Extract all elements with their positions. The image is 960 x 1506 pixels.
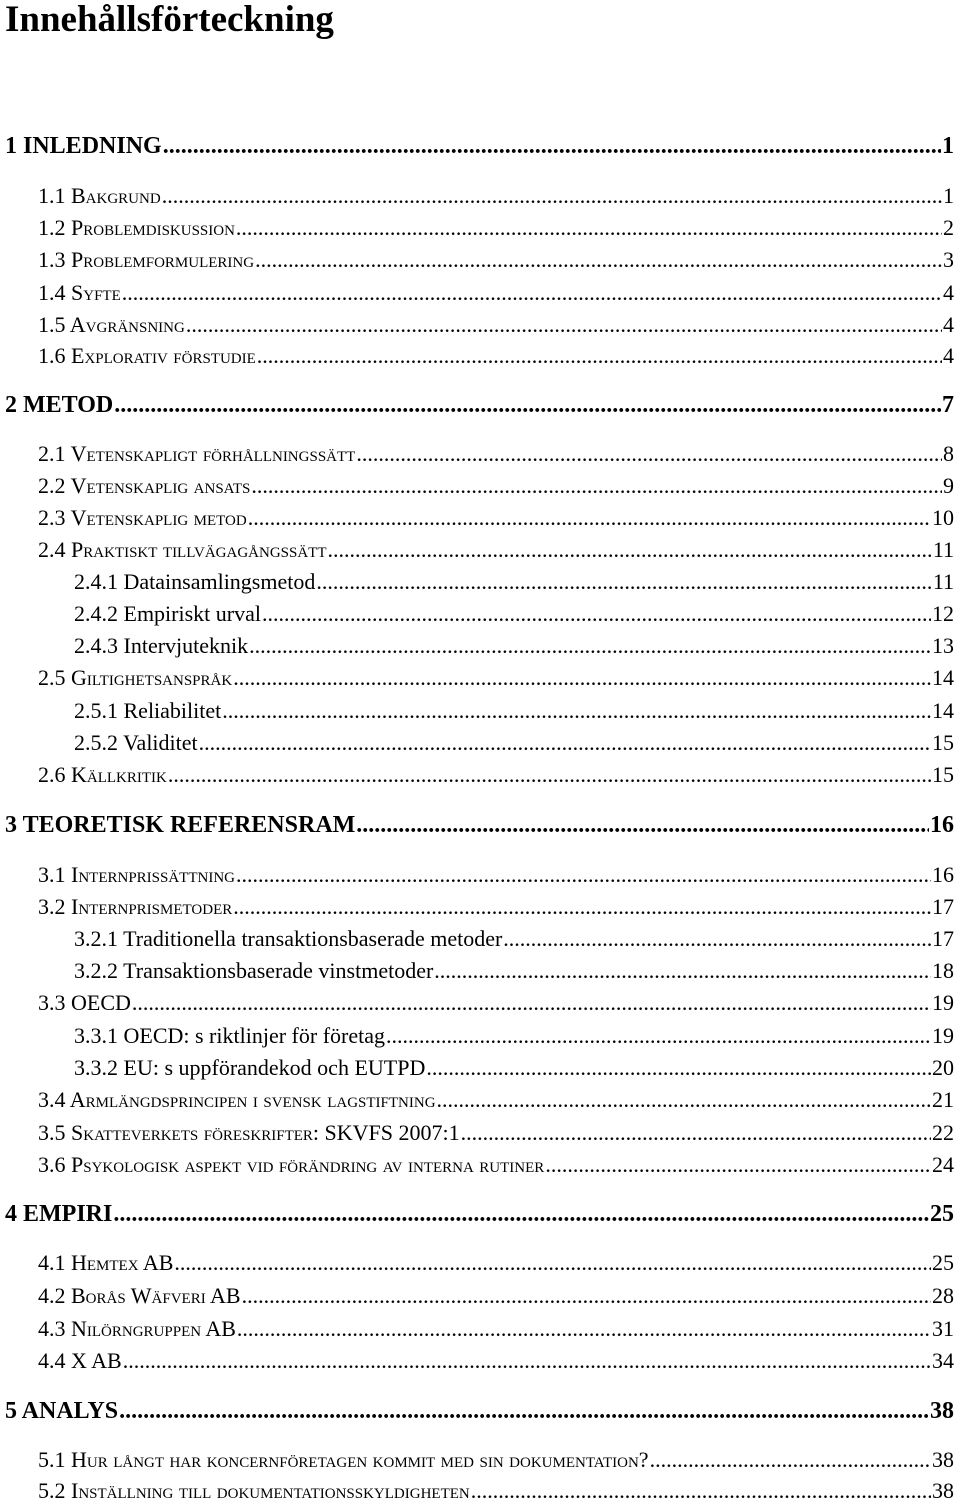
toc-entry-label: 4.4 X AB bbox=[38, 1348, 122, 1373]
toc-entry-1-3[interactable] bbox=[38, 245, 954, 275]
toc-entry-3-1[interactable] bbox=[38, 860, 954, 890]
toc-entry-3-2-1[interactable] bbox=[74, 924, 954, 954]
dot-leader bbox=[236, 213, 942, 243]
dot-leader bbox=[174, 1248, 931, 1278]
dot-leader bbox=[163, 131, 941, 161]
dot-leader bbox=[316, 567, 931, 597]
toc-entry-label: 3 TEORETISK REFERENSRAM bbox=[5, 812, 356, 838]
page-title: Innehållsförteckning bbox=[5, 0, 334, 40]
toc-entry-label: 3.3.2 EU: s uppförandekod och EUTPD bbox=[74, 1055, 426, 1080]
toc-entry-page: 9 bbox=[943, 473, 954, 498]
toc-entry-1-4[interactable] bbox=[38, 278, 954, 308]
toc-entry-label: 2.1 Vetenskapligt förhållningssätt bbox=[38, 441, 356, 466]
toc-entry-label: 1.5 Avgränsning bbox=[38, 312, 185, 337]
dot-leader bbox=[262, 599, 931, 629]
dot-leader bbox=[503, 924, 931, 954]
dot-leader bbox=[162, 181, 942, 211]
toc-entry-label: 2.5.1 Reliabilitet bbox=[74, 698, 222, 723]
toc-entry-label: 3.2.1 Traditionella transaktionsbaserade metoder bbox=[74, 926, 503, 951]
toc-entry-page: 14 bbox=[932, 665, 954, 690]
toc-entry-2-4-3[interactable] bbox=[74, 631, 954, 661]
dot-leader bbox=[328, 535, 932, 565]
toc-entry-page: 19 bbox=[932, 1023, 954, 1048]
toc-entry-page: 19 bbox=[932, 990, 954, 1015]
toc-entry-label: 4.2 Borås Wäfveri AB bbox=[38, 1283, 241, 1308]
toc-entry-label: 2.5 Giltighetsanspråk bbox=[38, 665, 233, 690]
dot-leader bbox=[461, 1118, 931, 1148]
toc-entry-page: 16 bbox=[930, 812, 954, 838]
dot-leader bbox=[356, 810, 929, 840]
dot-leader bbox=[113, 1199, 929, 1229]
toc-entry-label: 3.6 Psykologisk aspekt vid förändring av interna rutiner bbox=[38, 1152, 545, 1177]
toc-entry-2-4-1[interactable] bbox=[74, 567, 954, 597]
toc-entry-5[interactable] bbox=[5, 1396, 954, 1426]
toc-entry-label: 1.6 Explorativ förstudie bbox=[38, 343, 256, 368]
toc-entry-4-4[interactable] bbox=[38, 1346, 954, 1376]
toc-entry-3-3[interactable] bbox=[38, 988, 954, 1018]
toc-entry-label: 2.6 Källkritik bbox=[38, 762, 167, 787]
toc-entry-2-4[interactable] bbox=[38, 535, 954, 565]
toc-entry-3-5[interactable] bbox=[38, 1118, 954, 1148]
toc-entry-label: 1.4 Syfte bbox=[38, 280, 121, 305]
toc-entry-3-4[interactable] bbox=[38, 1085, 954, 1115]
toc-entry-label: 4 EMPIRI bbox=[5, 1201, 113, 1227]
toc-entry-page: 15 bbox=[932, 730, 954, 755]
toc-entry-4-2[interactable] bbox=[38, 1281, 954, 1311]
dot-leader bbox=[434, 956, 931, 986]
toc-entry-label: 4.1 Hemtex AB bbox=[38, 1250, 174, 1275]
toc-entry-3-3-1[interactable] bbox=[74, 1021, 954, 1051]
toc-entry-page: 38 bbox=[932, 1478, 954, 1503]
toc-entry-1-5[interactable] bbox=[38, 310, 954, 340]
dot-leader bbox=[222, 696, 931, 726]
toc-entry-1-6[interactable] bbox=[38, 341, 954, 371]
toc-entry-page: 24 bbox=[932, 1152, 954, 1177]
toc-entry-page: 38 bbox=[932, 1447, 954, 1472]
dot-leader bbox=[356, 439, 942, 469]
dot-leader bbox=[236, 860, 931, 890]
toc-entry-label: 5.1 Hur långt har koncernföretagen kommit med sin dokumentation? bbox=[38, 1447, 649, 1472]
toc-entry-page: 34 bbox=[932, 1348, 954, 1373]
dot-leader bbox=[242, 1281, 931, 1311]
toc-entry-2[interactable] bbox=[5, 390, 954, 420]
toc-entry-label: 3.3.1 OECD: s riktlinjer för företag bbox=[74, 1023, 385, 1048]
toc-entry-label: 1 INLEDNING bbox=[5, 133, 162, 159]
dot-leader bbox=[123, 1346, 931, 1376]
toc-entry-page: 4 bbox=[943, 343, 954, 368]
toc-entry-1[interactable] bbox=[5, 131, 954, 161]
dot-leader bbox=[186, 310, 942, 340]
toc-entry-page: 8 bbox=[943, 441, 954, 466]
toc-entry-label: 2.5.2 Validitet bbox=[74, 730, 198, 755]
dot-leader bbox=[426, 1053, 931, 1083]
toc-entry-2-2[interactable] bbox=[38, 471, 954, 501]
toc-entry-page: 7 bbox=[942, 392, 954, 418]
toc-entry-3[interactable] bbox=[5, 810, 954, 840]
toc-entry-label: 5.2 Inställning till dokumentationsskyldigheten bbox=[38, 1478, 470, 1503]
toc-entry-label: 1.1 Bakgrund bbox=[38, 183, 161, 208]
toc-entry-page: 21 bbox=[932, 1087, 954, 1112]
toc-entry-label: 3.2.2 Transaktionsbaserade vinstmetoder bbox=[74, 958, 434, 983]
toc-entry-3-3-2[interactable] bbox=[74, 1053, 954, 1083]
toc-entry-page: 3 bbox=[943, 247, 954, 272]
dot-leader bbox=[257, 341, 942, 371]
toc-entry-2-4-2[interactable] bbox=[74, 599, 954, 629]
toc-entry-label: 3.5 Skatteverkets föreskrifter: SKVFS 2007:1 bbox=[38, 1120, 460, 1145]
toc-entry-page: 2 bbox=[943, 215, 954, 240]
toc-entry-label: 3.2 Internprismetoder bbox=[38, 894, 233, 919]
dot-leader bbox=[122, 278, 942, 308]
toc-entry-label: 1.2 Problemdiskussion bbox=[38, 215, 235, 240]
toc-entry-page: 14 bbox=[932, 698, 954, 723]
dot-leader bbox=[251, 471, 942, 501]
toc-entry-4-3[interactable] bbox=[38, 1314, 954, 1344]
toc-entry-label: 2.4.3 Intervjuteknik bbox=[74, 633, 249, 658]
dot-leader bbox=[233, 892, 931, 922]
toc-entry-page: 38 bbox=[930, 1398, 954, 1424]
toc-entry-label: 2.4 Praktiskt tillvägagångssätt bbox=[38, 537, 327, 562]
toc-entry-4-1[interactable] bbox=[38, 1248, 954, 1278]
toc-entry-page: 20 bbox=[932, 1055, 954, 1080]
dot-leader bbox=[233, 663, 931, 693]
toc-entry-page: 22 bbox=[932, 1120, 954, 1145]
toc-entry-page: 13 bbox=[932, 633, 954, 658]
toc-entry-page: 1 bbox=[942, 133, 954, 159]
toc-entry-page: 25 bbox=[930, 1201, 954, 1227]
toc-entry-2-5-1[interactable] bbox=[74, 696, 954, 726]
toc-entry-5-2[interactable] bbox=[38, 1476, 954, 1506]
toc-entry-page: 15 bbox=[932, 762, 954, 787]
toc-entry-label: 2.3 Vetenskaplig metod bbox=[38, 505, 247, 530]
toc-entry-2-3[interactable] bbox=[38, 503, 954, 533]
toc-entry-2-1[interactable] bbox=[38, 439, 954, 469]
toc-entry-label: 4.3 Nilörngruppen AB bbox=[38, 1316, 236, 1341]
toc-entry-label: 2.2 Vetenskaplig ansats bbox=[38, 473, 251, 498]
toc-entry-page: 17 bbox=[932, 894, 954, 919]
dot-leader bbox=[199, 728, 931, 758]
toc-entry-page: 4 bbox=[943, 312, 954, 337]
toc-entry-label: 3.3 OECD bbox=[38, 990, 131, 1015]
toc-entry-label: 5 ANALYS bbox=[5, 1398, 119, 1424]
toc-entry-5-1[interactable] bbox=[38, 1445, 954, 1475]
toc-entry-page: 31 bbox=[932, 1316, 954, 1341]
toc-entry-2-5[interactable] bbox=[38, 663, 954, 693]
toc-entry-label: 3.1 Internprissättning bbox=[38, 862, 235, 887]
dot-leader bbox=[471, 1476, 931, 1506]
toc-entry-3-2-2[interactable] bbox=[74, 956, 954, 986]
toc-entry-page: 25 bbox=[932, 1250, 954, 1275]
toc-entry-1-1[interactable] bbox=[38, 181, 954, 211]
dot-leader bbox=[249, 631, 931, 661]
dot-leader bbox=[237, 1314, 931, 1344]
toc-entry-1-2[interactable] bbox=[38, 213, 954, 243]
toc-entry-2-5-2[interactable] bbox=[74, 728, 954, 758]
dot-leader bbox=[386, 1021, 931, 1051]
toc-entry-page: 11 bbox=[932, 537, 954, 562]
dot-leader bbox=[168, 760, 931, 790]
toc-entry-page: 18 bbox=[932, 958, 954, 983]
dot-leader bbox=[255, 245, 942, 275]
toc-entry-page: 1 bbox=[943, 183, 954, 208]
dot-leader bbox=[119, 1396, 929, 1426]
dot-leader bbox=[437, 1085, 931, 1115]
toc-entry-label: 2.4.1 Datainsamlingsmetod bbox=[74, 569, 316, 594]
toc-entry-page: 12 bbox=[932, 601, 954, 626]
toc-entry-3-6[interactable] bbox=[38, 1150, 954, 1180]
dot-leader bbox=[650, 1445, 931, 1475]
dot-leader bbox=[248, 503, 931, 533]
toc-entry-4[interactable] bbox=[5, 1199, 954, 1229]
toc-entry-page: 10 bbox=[932, 505, 954, 530]
dot-leader bbox=[132, 988, 931, 1018]
toc-entry-label: 2.4.2 Empiriskt urval bbox=[74, 601, 261, 626]
toc-entry-2-6[interactable] bbox=[38, 760, 954, 790]
toc-entry-label: 2 METOD bbox=[5, 392, 114, 418]
toc-entry-page: 11 bbox=[932, 569, 954, 594]
toc-entry-page: 28 bbox=[932, 1283, 954, 1308]
toc-entry-page: 17 bbox=[932, 926, 954, 951]
toc-entry-page: 4 bbox=[943, 280, 954, 305]
toc-entry-label: 1.3 Problemformulering bbox=[38, 247, 255, 272]
toc-entry-label: 3.4 Armlängdsprincipen i svensk lagstiftning bbox=[38, 1087, 436, 1112]
toc-entry-page: 16 bbox=[932, 862, 954, 887]
dot-leader bbox=[114, 390, 941, 420]
toc-entry-3-2[interactable] bbox=[38, 892, 954, 922]
dot-leader bbox=[545, 1150, 931, 1180]
